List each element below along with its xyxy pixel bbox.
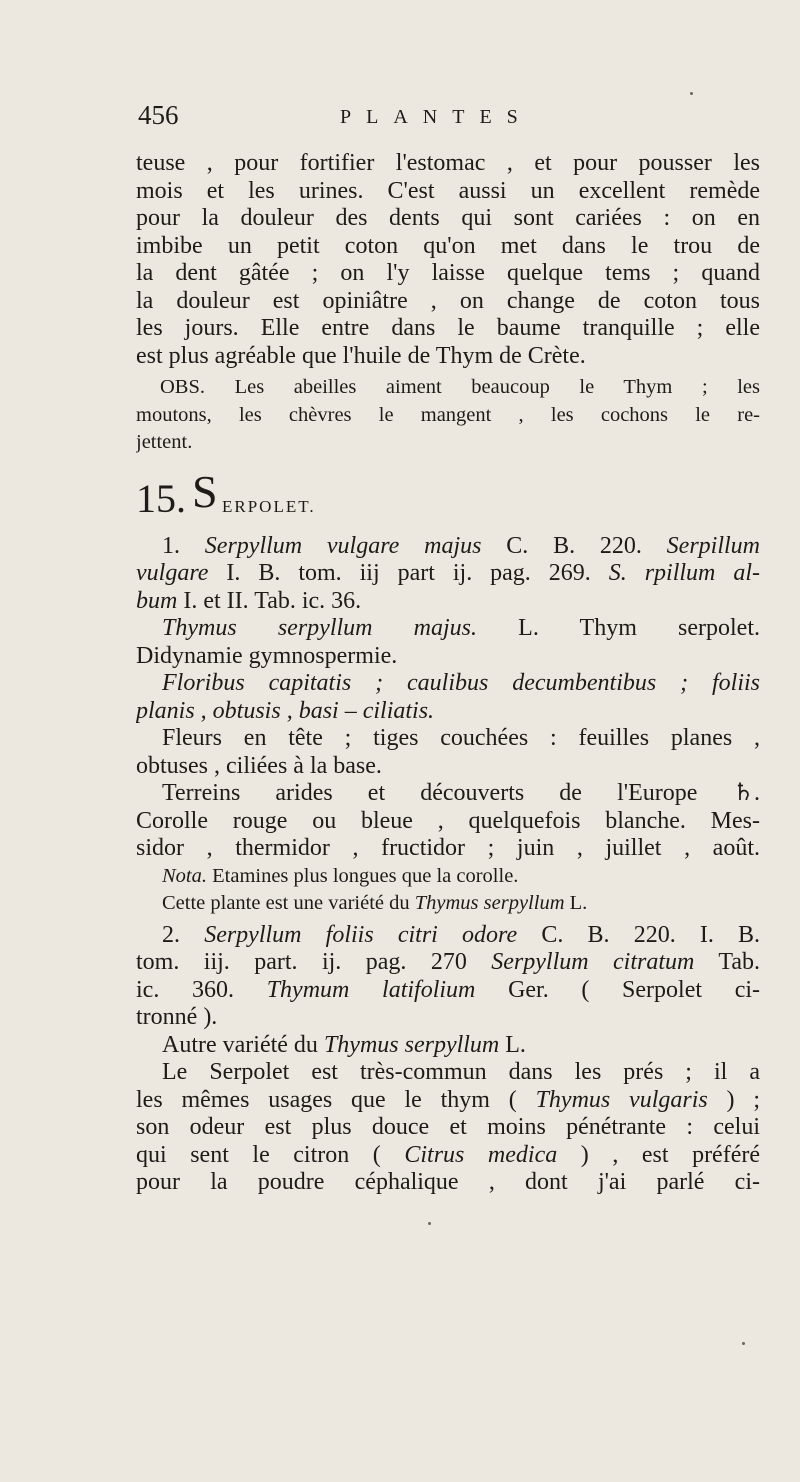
text-line: bum I. et II. Tab. ic. 36. (136, 587, 362, 614)
section-title: ERPOLET. (222, 496, 316, 516)
text-line: teuse , pour fortifier l'estomac , et pour pousser les (136, 150, 760, 176)
text-line: son odeur est plus douce et moins pénétrante : celui (136, 1114, 760, 1140)
text-line: 2. Serpyllum foliis citri odore C. B. 220. I. B. (162, 921, 760, 948)
nota-line: Nota. Etamines plus longues que la corolle. (162, 864, 519, 887)
text-line: planis , obtusis , basi – ciliatis. (136, 697, 435, 724)
text-line: ic. 360. Thymum latifolium Ger. ( Serpolet ci- (136, 976, 760, 1003)
text-line: sidor , thermidor , fructidor ; juin , juillet , août. (136, 835, 760, 861)
text-line: pour la poudre céphalique , dont j'ai parlé ci- (136, 1169, 760, 1195)
text-line: Thymus serpyllum majus. L. Thym serpolet. (162, 615, 760, 641)
text-line: qui sent le citron ( Citrus medica ) , est préféré (136, 1141, 760, 1168)
text-line: Corolle rouge ou bleue , quelquefois blanche. Mes- (136, 807, 760, 834)
text-line: Autre variété du Thymus serpyllum L. (162, 1031, 526, 1058)
text-line: mois et les urines. C'est aussi un excellent remède (136, 177, 760, 204)
entry-2 (136, 922, 760, 1060)
text-line: la douleur est opiniâtre , on change de coton tous (136, 287, 760, 314)
entry-1 (136, 533, 760, 918)
text-line: vulgare I. B. tom. iij part ij. pag. 269. S. rpillum al- (136, 560, 760, 586)
text-line: est plus agréable que l'huile de Thym de Crète. (136, 342, 586, 369)
text-line: Floribus capitatis ; caulibus decumbentibus ; foliis (162, 670, 760, 696)
page-header (138, 100, 758, 140)
page-number: 456 (138, 100, 179, 130)
paragraph-3 (136, 1059, 760, 1197)
section-initial: S (192, 465, 218, 517)
text-line: 1. Serpyllum vulgare majus C. B. 220. Serpillum (162, 532, 760, 559)
text-line: OBS. Les abeilles aiment beaucoup le Thym ; les (160, 376, 760, 398)
paragraph-1 (136, 150, 760, 370)
text-line: tom. iij. part. ij. pag. 270 Serpyllum citratum Tab. (136, 949, 760, 975)
text-line: Terreins arides et découverts de l'Europe ♄. (162, 780, 760, 806)
obs-paragraph (136, 374, 760, 457)
text-line: moutons, les chèvres le mangent , les cochons le re- (136, 403, 760, 426)
section-number: 15. (136, 475, 186, 521)
page-body (136, 150, 760, 1197)
text-line: Cette plante est une variété du Thymus serpyllum L. (162, 892, 588, 914)
text-line: les jours. Elle entre dans le baume tranquille ; elle (136, 315, 760, 341)
text-line: imbibe un petit coton qu'on met dans le trou de (136, 232, 760, 259)
text-line: Le Serpolet est très-commun dans les prés ; il a (162, 1059, 760, 1085)
text-line: jettent. (136, 431, 193, 453)
text-line: les mêmes usages que le thym ( Thymus vulgaris ) ; (136, 1086, 760, 1113)
section-heading (136, 463, 760, 533)
text-line: pour la douleur des dents qui sont cariées : on en (136, 205, 760, 231)
text-line: obtuses , ciliées à la base. (136, 752, 382, 779)
text-line: Didynamie gymnospermie. (136, 642, 398, 669)
paper-speck (742, 1342, 745, 1345)
running-title: PLANTES (340, 106, 533, 128)
text-line: Fleurs en tête ; tiges couchées : feuilles planes , (162, 725, 760, 751)
text-line: tronné ). (136, 1004, 218, 1030)
paper-speck (428, 1222, 431, 1225)
paper-speck (690, 92, 693, 95)
text-line: la dent gâtée ; on l'y laisse quelque tems ; quand (136, 260, 760, 286)
